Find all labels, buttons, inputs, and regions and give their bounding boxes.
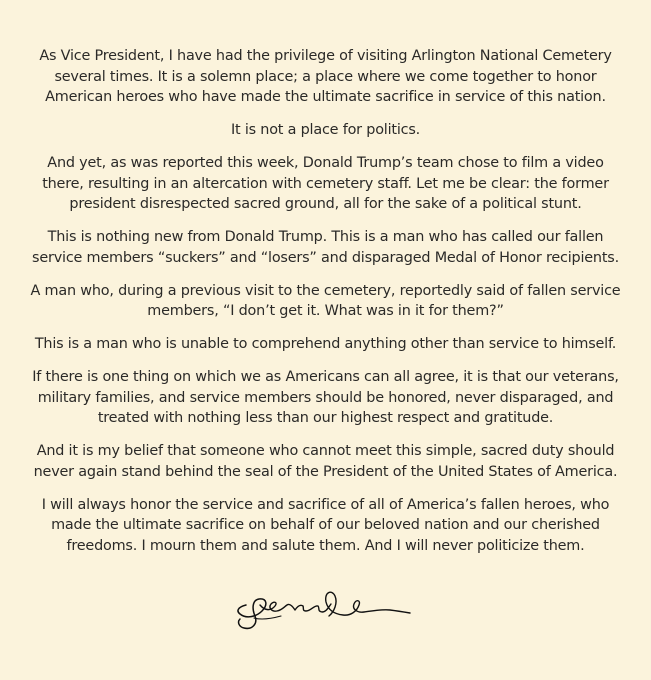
paragraph-7: If there is one thing on which we as Americans can all agree, it is that our veterans, military families, and service members should be honored, never disparaged, and treated with nothing less than our highest respect and gratitude. [32, 369, 619, 426]
paragraph-3: And yet, as was reported this week, Donald Trump’s team chose to film a video there, resulting in an altercation with cemetery staff. Let me be clear: the former president disrespected sacred ground, all for the sake of a political stunt. [42, 155, 609, 212]
paragraph-2: It is not a place for politics. [230, 122, 421, 138]
statement-body [30, 46, 621, 569]
paragraph-1: As Vice President, I have had the privilege of visiting Arlington National Cemetery several times. It is a solemn place; a place where we come together to honor American heroes who have made the ultimate sacrifice in service of this nation. [39, 48, 612, 105]
paragraph-6: This is a man who is unable to comprehend anything other than service to himself. [34, 336, 617, 352]
paragraph-5: A man who, during a previous visit to the cemetery, reportedly said of fallen service members, “I don’t get it. What was in it for them?” [30, 282, 621, 319]
paragraph-9: I will always honor the service and sacrifice of all of America’s fallen heroes, who made the ultimate sacrifice on behalf of our beloved nation and our cherished freedoms. I mourn them and salute them. And I will never politicize them. [41, 496, 610, 554]
paragraph-4: This is nothing new from Donald Trump. This is a man who has called our fallen service members “suckers” and “losers” and disparaged Medal of Honor recipients. [32, 229, 619, 266]
paragraph-8: And it is my belief that someone who cannot meet this simple, sacred duty should never again stand behind the seal of the President of the United States of America. [33, 443, 618, 480]
signature-icon [228, 577, 418, 637]
